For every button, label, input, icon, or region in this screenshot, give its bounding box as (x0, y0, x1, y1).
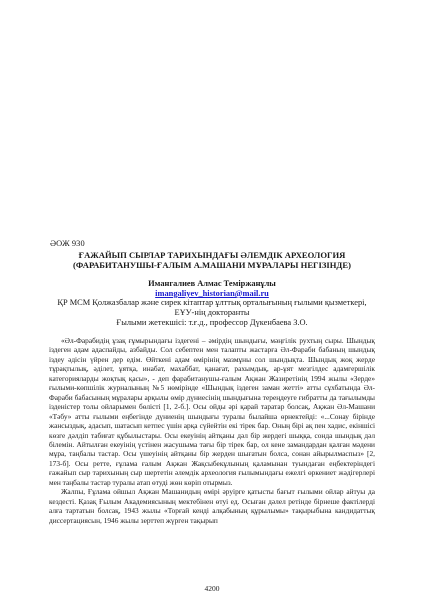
body-paragraph-2: Жалпы, Ғұлама ойшыл Ақжан Машанидың өмірі әруірге қатысты бағыт ғылыми ойлар айтуы да кездесті. Қазақ Ғылым Академиясының мектебінен өтуі ед. Осыған дәлел ретінде бірнеше фактілерді алға тартатын болсақ, 1943 жылы «Торғай кенді алқабының құрылымы» тақырыбына кандидаттық диссертациясын, 1946 жылы зерттеп жүрген тақырып (49, 487, 375, 525)
scientific-advisor: Ғылыми жетекшісі: т.ғ.д., профессор Дүкенбаева З.О. (116, 318, 308, 327)
author-name: Имангалиев Алмас Теміржанұлы (148, 279, 276, 288)
paper-title-line-1: ҒАЖАЙЫП СЫРЛАР ТАРИХЫНДАҒЫ ӘЛЕМДІК АРХЕОЛОГИЯ (78, 250, 346, 260)
body-paragraph-1: «Әл-Фарабидің ұзақ ғұмырындағы іздегені – әмірдің шындығы, мәңгілік рухтың сыры. Шындық іздеген адам адаспайды, азбайды. Сол себептен мен талапты жастарға Әл-Фараби бабаның шындық іздеу әдісін үйрен дер едім. Өйткені адам өмірінің мазмұны сол шындықта. Шындық жоқ жерде тұрақтылық, әділет, ұятқа, инабат, махаббат, қанағат, рахымдық, ар-ұят мезгілдес адамгершілік категорияларды жоқтық қасы», - деп фарабитанушы-ғалым Ақжан Жазиретінің 1994 жылы «Зерде» ғылыми-көпшілік журналының №5 нөмірінде «Шындық іздеген заман жетті» атты сұхбатында Әл-Фараби бабасының мұралары арқылы өмір дүниесінің шындығына тереңдеуге ғибратты да тағылымды ізденістер толы ойларымен бөлісті [1, 2-б.]. Осы ойды әрі қарай таратар болсақ, Ақжан Әл-Машани «Тәбу» атты ғылыми еңбегінде дүниенің шындығы туралы былайша өрнектейді: «...Сонау бірінде жансыздық, адасып, шатасып кетпес үшін арқа сүйейтін екі тірек бар. Оның бірі ақ пен хадис, екіншісі көзге дәлдіп табиғат құбылыстары. Осы екеуінің айтқаны дәл бір жердегі шыққа, сонда шындық дәл білемін. Айтылған екеуінің үстінен жасушыма тағы бір тірек бар, ол кене замандардан қалған мәдени мұра, таңбалы тастар. Осы үшеуінің айтқаны бір жерден шығатын болса, сонан айырылмаспыз» [2, 173-б]. Осы ретте, ғұлама ғалым Ақжан Жақсыбекұлының қаламынан туындаған еңбектеріндегі ғажайып сыр тарихының сыр шертетін әлемдік археология ғылымындағы ежелгі өркениет жәдігерлері мен таңбалы тастар туралы атап өтуді жөн көріп отырмыз. (49, 336, 375, 487)
author-email-link[interactable]: imangaliyev_historian@mail.ru (155, 289, 269, 298)
udc-code: ӘОЖ 930 (50, 239, 85, 248)
affiliation-line-2: ЕҰУ-нің докторанты (174, 308, 250, 317)
paper-title-line-2: (ФАРАБИТАНУШЫ-ҒАЛЫМ А.МАШАНИ МҰРАЛАРЫ НЕГІЗІНДЕ) (73, 260, 351, 270)
body-text (49, 336, 375, 525)
affiliation-line-1: ҚР МСМ Қолжазбалар және сирек кітаптар ұлттық орталығының ғылыми қызметкері, (57, 298, 367, 307)
page-number: 4200 (204, 584, 220, 593)
